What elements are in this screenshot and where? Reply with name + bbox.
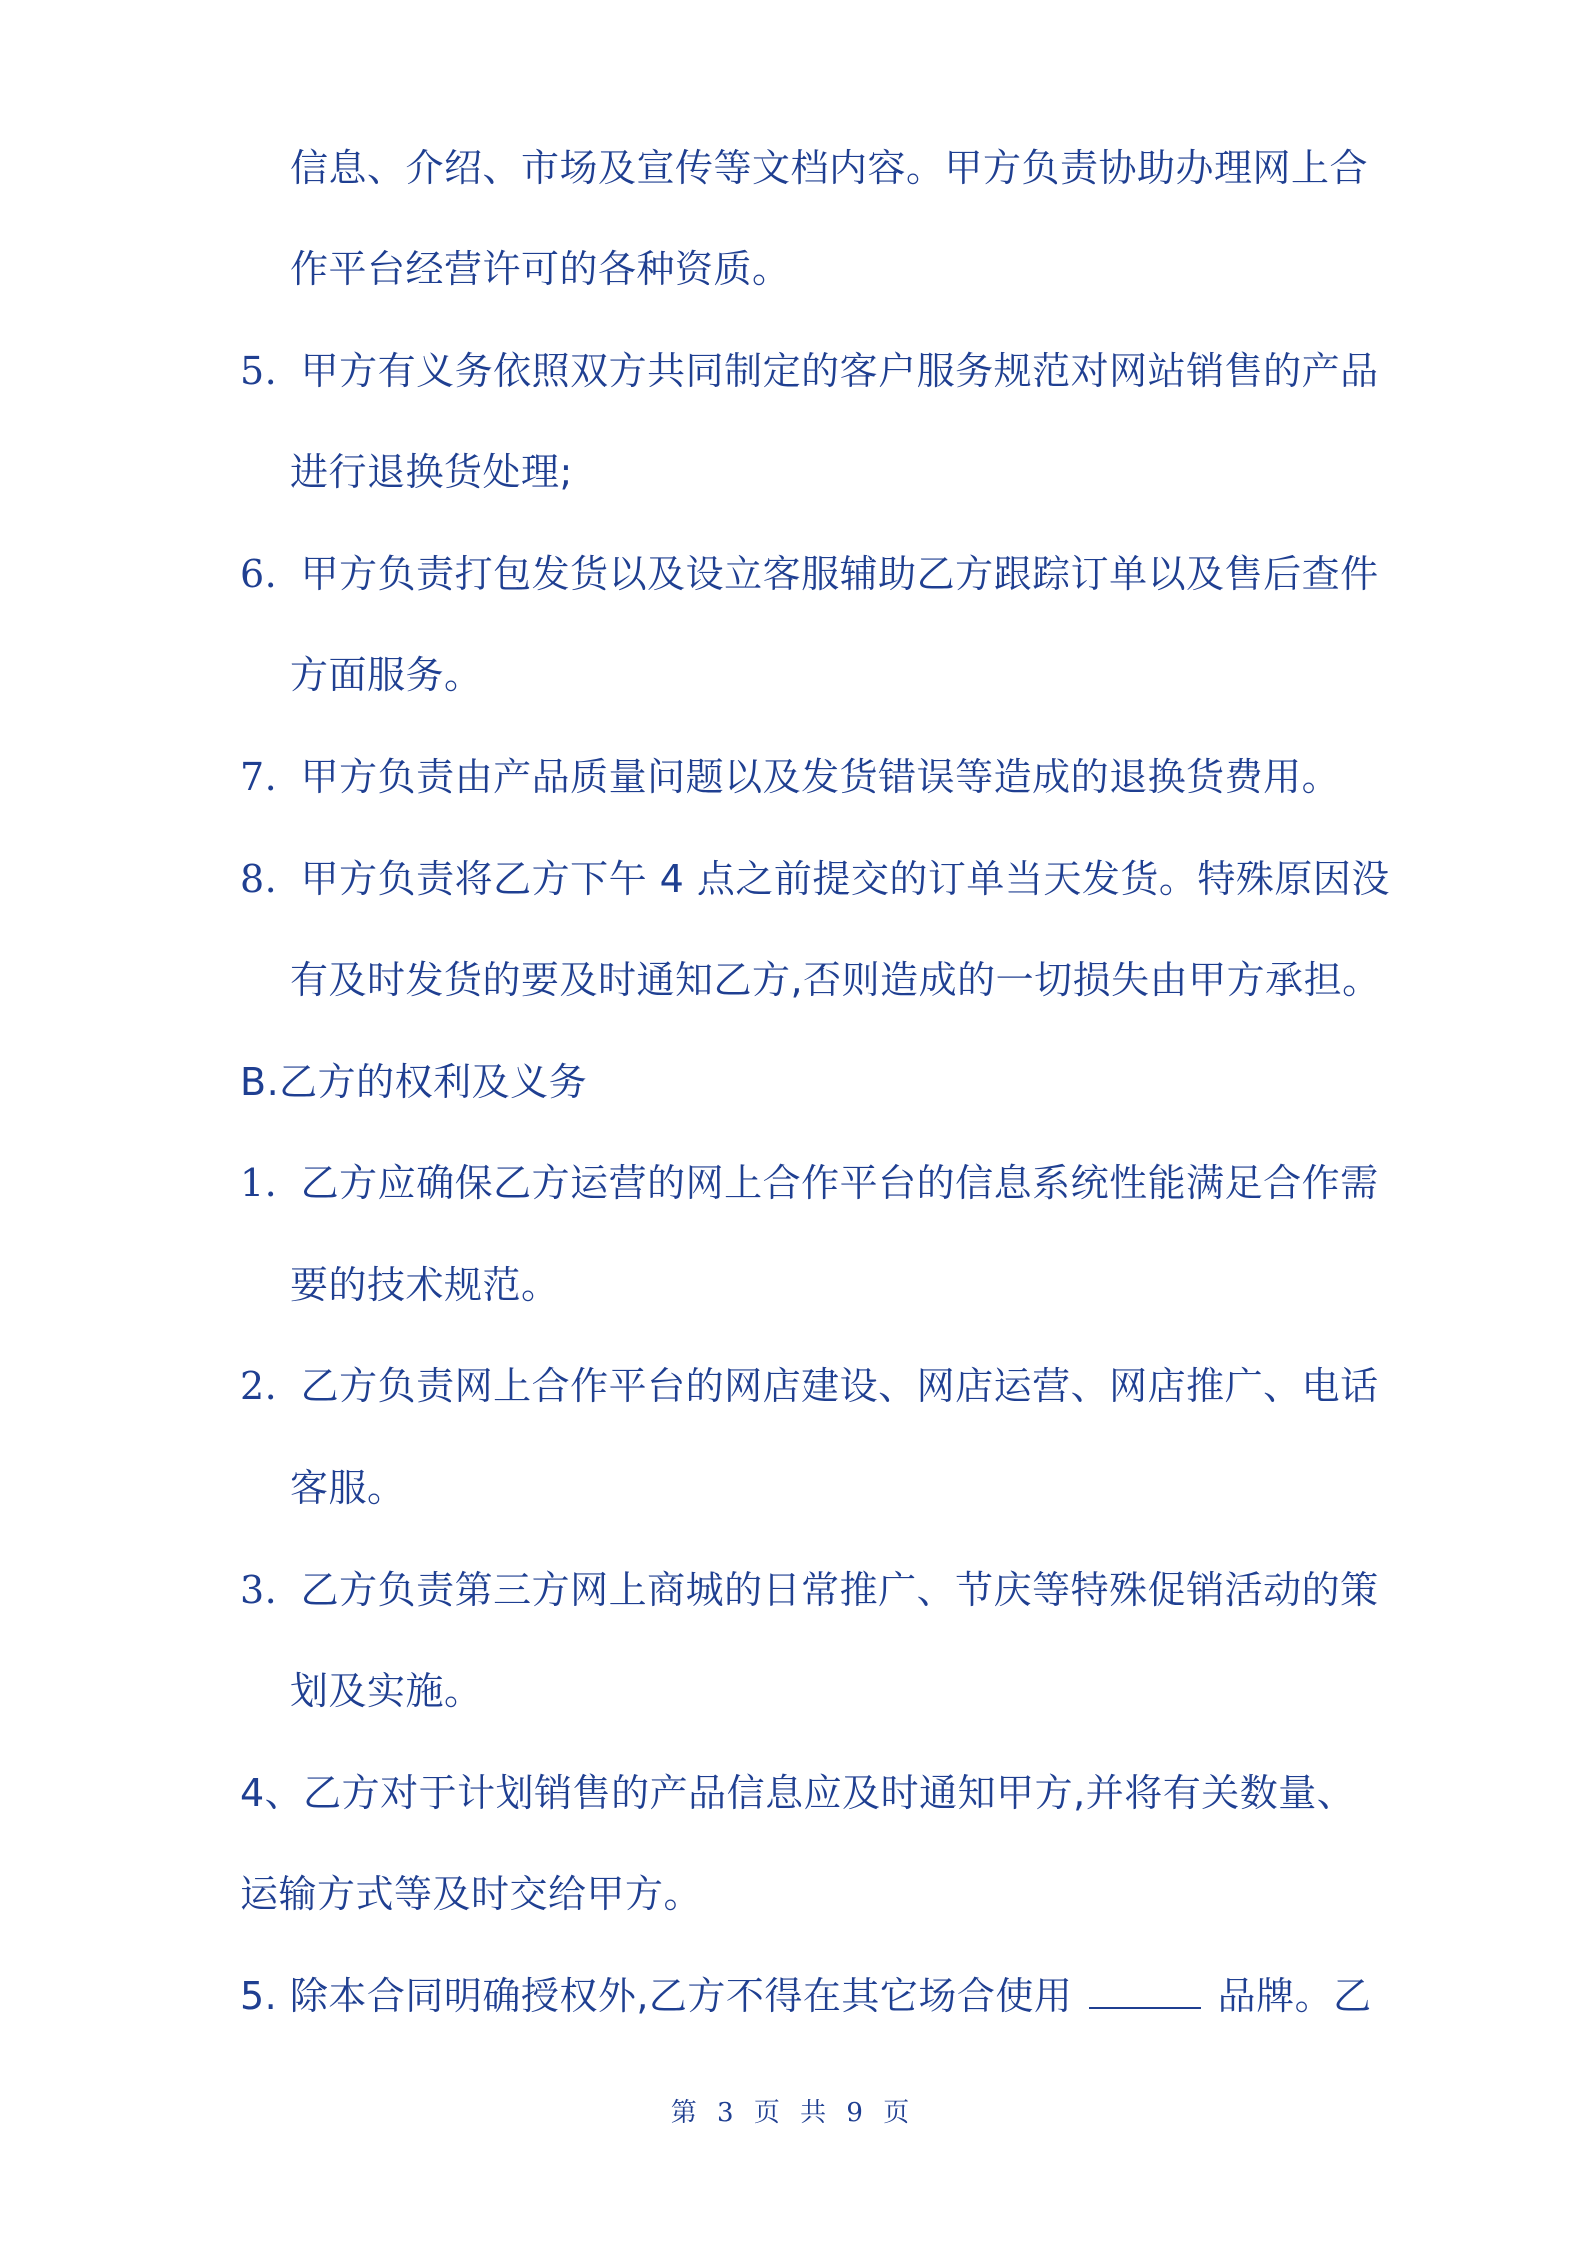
text-line (290, 1464, 406, 1512)
line-text: 乙方负责第三方网上商城的日常推广、节庆等特殊促销活动的策 (300, 1568, 1379, 1612)
text-line (290, 1667, 483, 1715)
line-text: 乙方负责网上合作平台的网店建设、网店运营、网店推广、电话 (300, 1364, 1379, 1408)
line-text: 客服。 (290, 1466, 406, 1510)
section-heading (240, 1058, 587, 1106)
line-text: 方面服务。 (290, 653, 483, 697)
list-item (240, 753, 1340, 801)
list-item (240, 347, 1379, 395)
line-text: 划及实施。 (290, 1669, 483, 1713)
fill-in-blank (1089, 1973, 1201, 2009)
text-line (290, 144, 1368, 192)
list-item (240, 1159, 1379, 1207)
line-text: 运输方式等及时交给甲方。 (240, 1872, 703, 1916)
text-line (290, 448, 573, 496)
line-text: 要的技术规范。 (290, 1263, 560, 1307)
list-item (240, 855, 1390, 903)
line-text: 甲方负责由产品质量问题以及发货错误等造成的退换货费用。 (300, 755, 1341, 799)
line-text: 4、乙方对于计划销售的产品信息应及时通知甲方,并将有关数量、 (240, 1771, 1356, 1815)
text-line (290, 245, 791, 293)
page-footer (0, 2092, 1586, 2129)
line-text: 甲方有义务依照双方共同制定的客户服务规范对网站销售的产品 (300, 349, 1379, 393)
text-line (290, 1261, 560, 1309)
list-number: 8. (240, 857, 278, 901)
line-text: 作平台经营许可的各种资质。 (290, 247, 791, 291)
line-text: 信息、介绍、市场及宣传等文档内容。甲方负责协助办理网上合 (290, 146, 1369, 190)
line-text: 有及时发货的要及时通知乙方,否则造成的一切损失由甲方承担。 (290, 958, 1381, 1002)
text-line (290, 956, 1381, 1004)
list-item (240, 1566, 1379, 1614)
line-text: 甲方负责将乙方下午 4 点之前提交的订单当天发货。特殊原因没 (300, 857, 1390, 901)
page-number: 第 3 页 共 9 页 (670, 2098, 916, 2128)
line-text: 品牌。乙 (1217, 1974, 1372, 2018)
line-text: 乙方应确保乙方运营的网上合作平台的信息系统性能满足合作需 (300, 1161, 1379, 1205)
text-line (240, 1870, 702, 1918)
line-text: 5. 除本合同明确授权外,乙方不得在其它场合使用 (240, 1974, 1073, 2018)
list-number: 7. (240, 755, 278, 799)
text-line (290, 651, 483, 699)
list-item (240, 550, 1379, 598)
list-item (240, 1972, 1372, 2020)
list-number: 3. (240, 1568, 278, 1612)
list-number: 2. (240, 1364, 278, 1408)
list-number: 5. (240, 349, 278, 393)
list-number: 1. (240, 1161, 278, 1205)
list-item (240, 1362, 1379, 1410)
heading-text: B.乙方的权利及义务 (240, 1060, 588, 1104)
line-text: 进行退换货处理; (290, 450, 573, 494)
list-item (240, 1769, 1355, 1817)
list-number: 6. (240, 552, 278, 596)
line-text: 甲方负责打包发货以及设立客服辅助乙方跟踪订单以及售后查件 (300, 552, 1379, 596)
